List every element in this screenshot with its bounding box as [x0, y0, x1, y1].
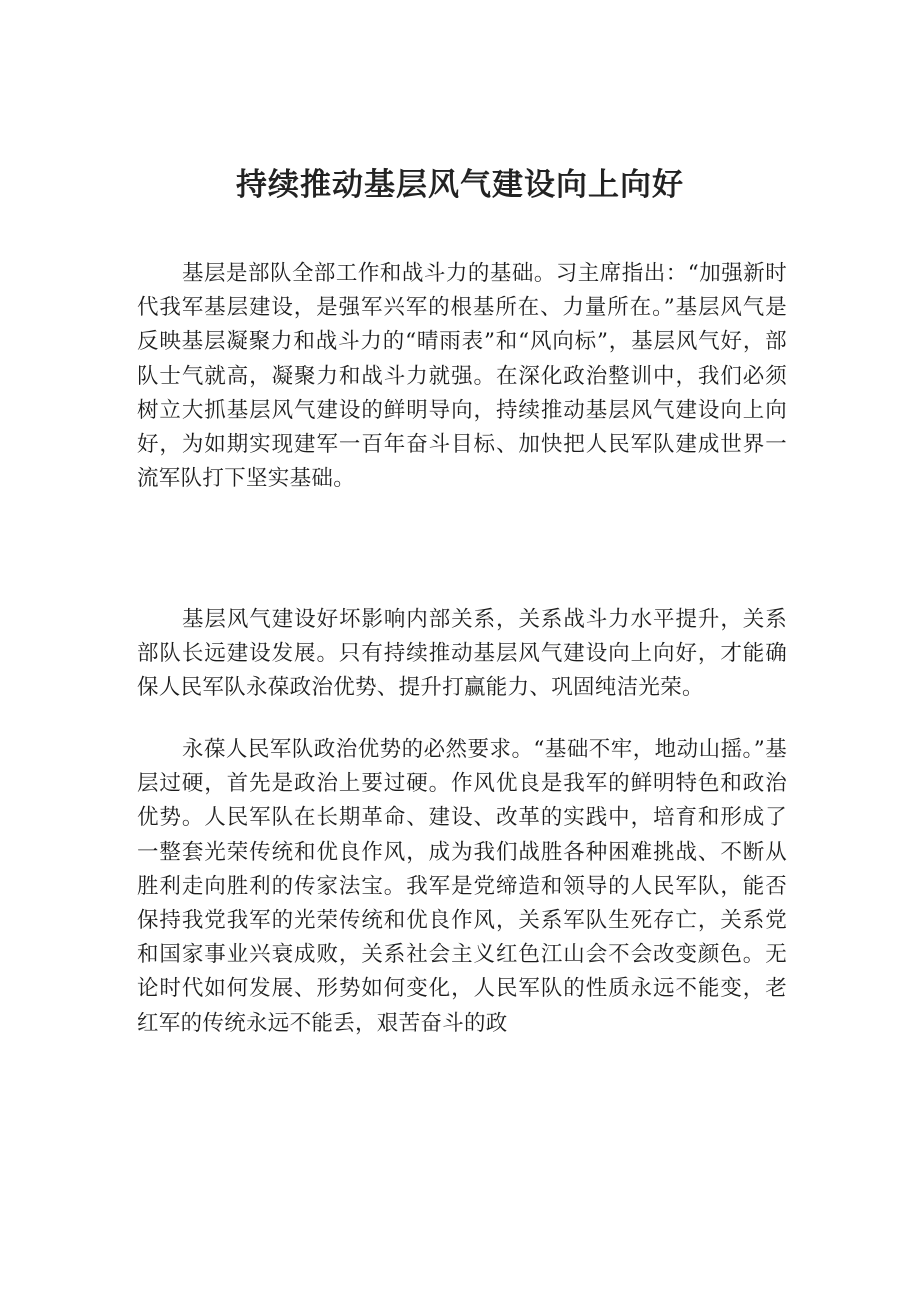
body-paragraph-3: 永葆人民军队政治优势的必然要求。“基础不牢，地动山摇。”基层过硬，首先是政治上要过硬。作风优良是我军的鲜明特色和政治优势。人民军队在长期革命、建设、改革的实践中，培育和形成了一整套光荣传统和优良作风，成为我们战胜各种困难挑战、不断从胜利走向胜利的传家法宝。我军是党缔造和领导的人民军队，能否保持我党我军的光荣传统和优良作风，关系军队生死存亡，关系党和国家事业兴衰成败，关系社会主义红色江山会不会改变颜色。无论时代如何发展、形势如何变化，人民军队的性质永远不能变，老红军的传统永远不能丢，艰苦奋斗的政: [137, 737, 787, 1036]
body-paragraph-1: 基层是部队全部工作和战斗力的基础。习主席指出：“加强新时代我军基层建设，是强军兴军的根基所在、力量所在。”基层风气是反映基层凝聚力和战斗力的“晴雨表”和“风向标”，基层风气好，部队士气就高，凝聚力和战斗力就强。在深化政治整训中，我们必须树立大抓基层风气建设的鲜明导向，持续推动基层风气建设向上向好，为如期实现建军一百年奋斗目标、加快把人民军队建成世界一流军队打下坚实基础。: [137, 261, 787, 492]
body-paragraph-2: 基层风气建设好坏影响内部关系，关系战斗力水平提升，关系部队长远建设发展。只有持续推动基层风气建设向上向好，才能确保人民军队永葆政治优势、提升打赢能力、巩固纯洁光荣。: [137, 607, 787, 701]
document-title: 持续推动基层风气建设向上向好: [236, 167, 684, 203]
